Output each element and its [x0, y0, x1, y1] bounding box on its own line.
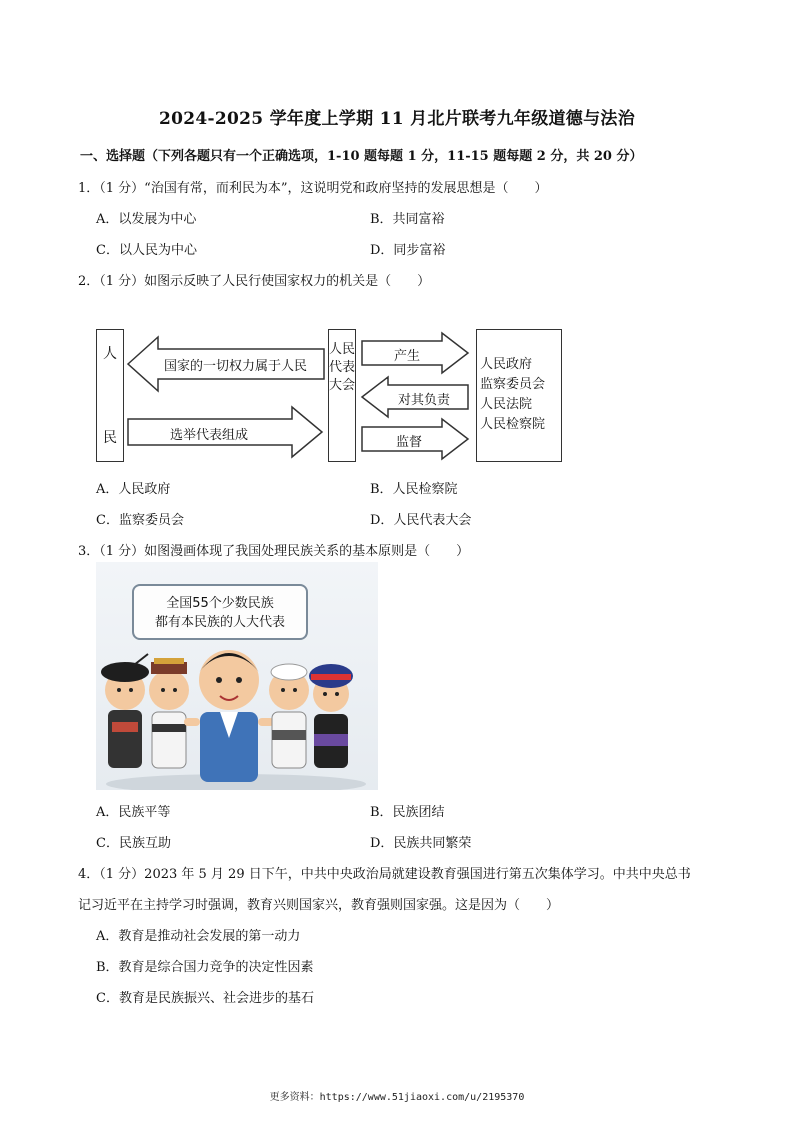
people-label-top: 人	[103, 346, 117, 362]
question-1-option-b[interactable]: B．共同富裕	[370, 212, 445, 227]
arrow-produce-label: 产生	[394, 349, 421, 364]
question-4-option-a[interactable]: A．教育是推动社会发展的第一动力	[96, 929, 301, 944]
arrow-responsible-label: 对其负责	[398, 393, 451, 408]
ethnic-cartoon-image	[96, 562, 378, 790]
organ-supervision: 监察委员会	[480, 377, 546, 392]
question-2-option-a[interactable]: A．人民政府	[96, 482, 171, 497]
question-4-stem-line-1: 4．（1 分）2023 年 5 月 29 日下午，中共中央政治局就建设教育强国进行第五次集体学习。中共中央总书	[78, 867, 691, 882]
question-3-option-c[interactable]: C．民族互助	[96, 836, 171, 851]
question-2-option-d[interactable]: D．人民代表大会	[370, 513, 472, 528]
question-4-option-b[interactable]: B．教育是综合国力竞争的决定性因素	[96, 960, 314, 975]
organ-court: 人民法院	[480, 397, 533, 412]
arrow-elect-label: 选举代表组成	[170, 428, 249, 443]
state-organs-list	[480, 355, 560, 435]
page-title: 2024-2025 学年度上学期 11 月北片联考九年级道德与法治	[159, 109, 635, 129]
question-3-option-a[interactable]: A．民族平等	[96, 805, 171, 820]
bubble-line-2: 都有本民族的人大代表	[154, 615, 285, 630]
question-2-option-c[interactable]: C．监察委员会	[96, 513, 184, 528]
arrow-supervise-label: 监督	[396, 435, 423, 450]
congress-label: 人民代表大会	[328, 342, 355, 393]
cartoon-figures	[96, 562, 378, 790]
question-1-option-a[interactable]: A．以发展为中心	[96, 212, 197, 227]
question-2-stem: 2．（1 分）如图示反映了人民行使国家权力的机关是（ ）	[78, 274, 431, 289]
question-3-stem: 3．（1 分）如图漫画体现了我国处理民族关系的基本原则是（ ）	[78, 544, 470, 559]
question-2-option-b[interactable]: B．人民检察院	[370, 482, 458, 497]
question-4-stem-line-2: 记习近平在主持学习时强调，教育兴则国家兴，教育强则国家强。这是因为（ ）	[78, 898, 560, 913]
people-label-bottom: 民	[103, 430, 117, 446]
question-1-stem: 1．（1 分）“治国有常，而利民为本”，这说明党和政府坚持的发展思想是（ ）	[78, 181, 548, 196]
arrow-power-label: 国家的一切权力属于人民	[164, 359, 308, 374]
figure-2	[149, 658, 189, 768]
section-heading: 一、选择题（下列各题只有一个正确选项，1-10 题每题 1 分，11-15 题每题 2 分，共 20 分）	[80, 149, 643, 164]
question-3-option-b[interactable]: B．民族团结	[370, 805, 445, 820]
organ-procuratorate: 人民检察院	[480, 417, 546, 432]
figure-1	[101, 654, 149, 768]
figure-4	[269, 664, 309, 768]
figure-5	[309, 664, 353, 768]
question-1-option-d[interactable]: D．同步富裕	[370, 243, 446, 258]
question-4-option-c[interactable]: C．教育是民族振兴、社会进步的基石	[96, 991, 314, 1006]
organ-government: 人民政府	[480, 357, 533, 372]
question-3-option-d[interactable]: D．民族共同繁荣	[370, 836, 472, 851]
question-1-option-c[interactable]: C．以人民为中心	[96, 243, 197, 258]
bubble-line-1: 全国55个少数民族	[166, 596, 274, 611]
footer-link[interactable]: 更多资料：https://www.51jiaoxi.com/u/2195370	[269, 1092, 525, 1103]
figure-3	[184, 650, 274, 782]
state-power-diagram	[96, 327, 566, 465]
